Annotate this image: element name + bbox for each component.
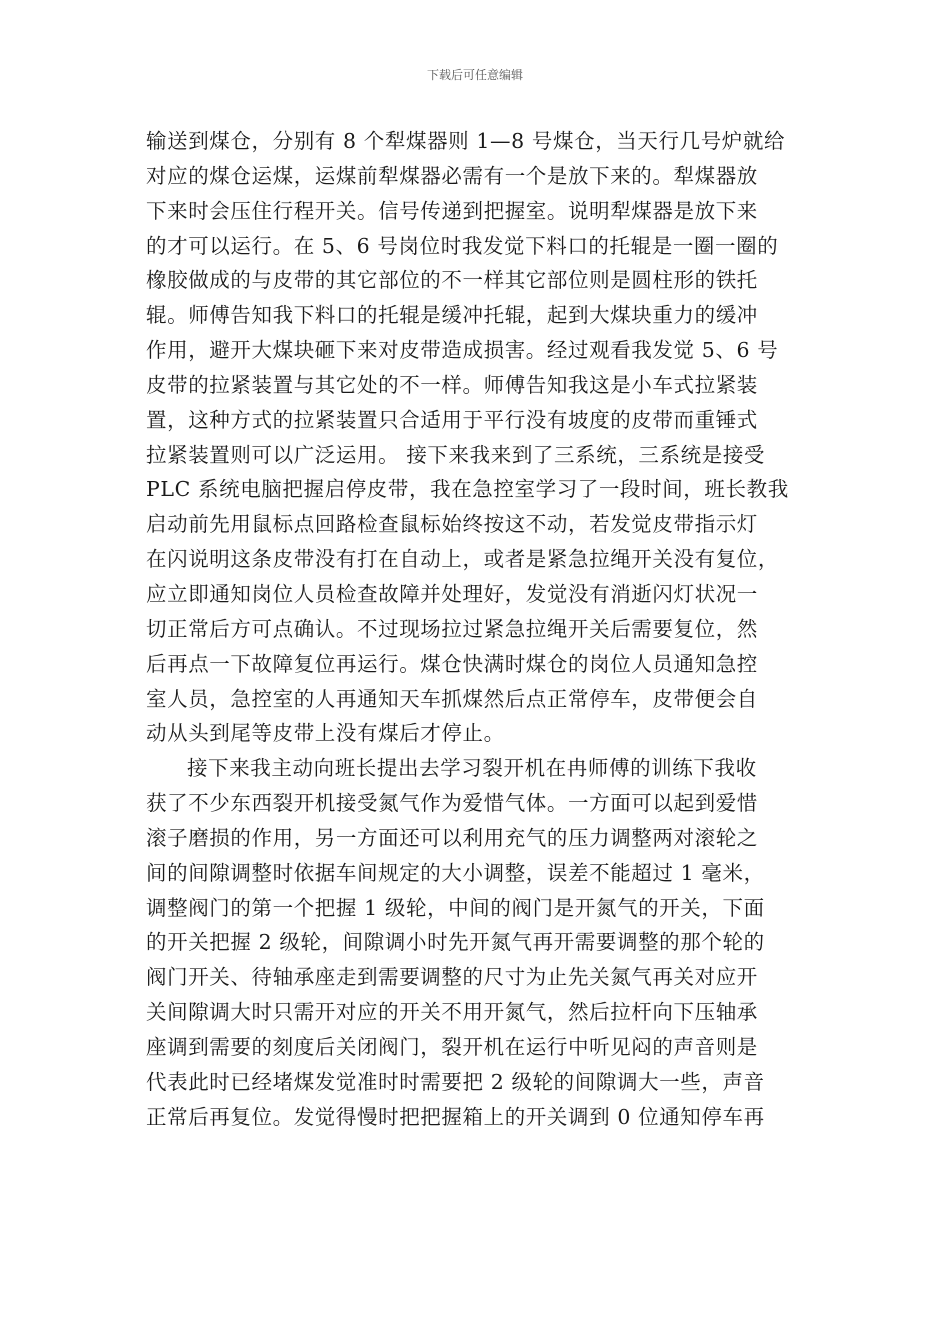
document-body <box>146 124 806 1134</box>
text-line: 正常后再复位。发觉得慢时把把握箱上的开关调到 0 位通知停车再 <box>146 1104 765 1129</box>
text-line: 启动前先用鼠标点回路检查鼠标始终按这不动，若发觉皮带指示灯 <box>146 512 758 537</box>
text-line: 输送到煤仓，分别有 8 个犁煤器则 1—8 号煤仓，当天行几号炉就给 <box>146 129 786 153</box>
text-line: 辊。师傅告知我下料口的托辊是缓冲托辊，起到大煤块重力的缓冲 <box>146 303 758 328</box>
text-line: 阀门开关、待轴承座走到需要调整的尺寸为止先关氮气再关对应开 <box>146 965 758 990</box>
text-line: 置，这种方式的拉紧装置只合适用于平行没有坡度的皮带而重锤式 <box>146 407 758 432</box>
text-line: 接下来我主动向班长提出去学习裂开机在冉师傅的训练下我收 <box>187 756 757 781</box>
paragraph <box>146 751 806 1134</box>
text-line: 在闪说明这条皮带没有打在自动上，或者是紧急拉绳开关没有复位， <box>146 547 779 572</box>
text-line: 间的间隙调整时依据车间规定的大小调整，误差不能超过 1 毫米， <box>146 860 765 885</box>
text-line: 动从头到尾等皮带上没有煤后才停止。 <box>146 721 505 746</box>
paragraph <box>146 124 806 751</box>
text-line: 应立即通知岗位人员检查故障并处理好，发觉没有消逝闪灯状况一 <box>146 581 758 606</box>
text-line: 后再点一下故障复位再运行。煤仓快满时煤仓的岗位人员通知急控 <box>146 651 758 676</box>
text-line: 切正常后方可点确认。不过现场拉过紧急拉绳开关后需要复位，然 <box>146 616 758 641</box>
text-line: 的才可以运行。在 5、6 号岗位时我发觉下料口的托辊是一圈一圈的 <box>146 233 779 258</box>
page-header: 下载后可任意编辑 <box>426 68 523 82</box>
text-line: 获了不少东西裂开机接受氮气作为爱惜气体。一方面可以起到爱惜 <box>146 791 758 816</box>
text-line: 对应的煤仓运煤，运煤前犁煤器必需有一个是放下来的。犁煤器放 <box>146 163 758 188</box>
text-line: 座调到需要的刻度后关闭阀门，裂开机在运行中听见闷的声音则是 <box>146 1034 758 1059</box>
text-line: 室人员，急控室的人再通知天车抓煤然后点正常停车，皮带便会自 <box>146 686 758 711</box>
text-line: 拉紧装置则可以广泛运用。 接下来我来到了三系统，三系统是接受 <box>146 442 766 467</box>
text-line: 下来时会压住行程开关。信号传递到把握室。说明犁煤器是放下来 <box>146 198 758 223</box>
text-line: 作用，避开大煤块砸下来对皮带造成损害。经过观看我发觉 5、6 号 <box>146 338 779 363</box>
text-line: 关间隙调大时只需开对应的开关不用开氮气，然后拉杆向下压轴承 <box>146 1000 758 1025</box>
text-line: 的开关把握 2 级轮，间隙调小时先开氮气再开需要调整的那个轮的 <box>146 930 765 955</box>
text-line: 调整阀门的第一个把握 1 级轮，中间的阀门是开氮气的开关，下面 <box>146 895 765 920</box>
text-line: 皮带的拉紧装置与其它处的不一样。师傅告知我这是小车式拉紧装 <box>146 372 758 397</box>
text-line: PLC 系统电脑把握启停皮带，我在急控室学习了一段时间，班长教我 <box>146 477 789 502</box>
text-line: 代表此时已经堵煤发觉准时时需要把 2 级轮的间隙调大一些，声音 <box>146 1069 765 1094</box>
text-line: 橡胶做成的与皮带的其它部位的不一样其它部位则是圆柱形的铁托 <box>146 268 758 293</box>
text-line: 滚子磨损的作用，另一方面还可以利用充气的压力调整两对滚轮之 <box>146 825 758 850</box>
